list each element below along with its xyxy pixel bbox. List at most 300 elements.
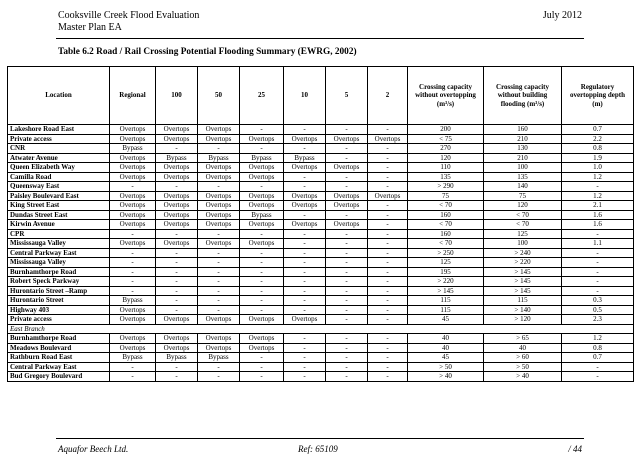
table-cell: Overtops <box>240 191 284 201</box>
table-row <box>8 296 634 306</box>
table-row <box>8 163 634 173</box>
table-row <box>8 258 634 268</box>
table-cell: Overtops <box>110 334 156 344</box>
table-cell: - <box>198 372 240 382</box>
table-cell: 100 <box>484 163 562 173</box>
footer-rule <box>56 438 584 439</box>
table-cell: 115 <box>484 296 562 306</box>
table-cell: - <box>368 277 408 287</box>
table-row <box>8 144 634 154</box>
table-cell: > 145 <box>484 286 562 296</box>
table-cell: 210 <box>484 153 562 163</box>
table-cell: < 70 <box>484 210 562 220</box>
table-cell: Bypass <box>110 144 156 154</box>
table-cell: - <box>156 248 198 258</box>
table-cell: - <box>326 144 368 154</box>
table-row <box>8 315 634 325</box>
table-cell: Bypass <box>110 353 156 363</box>
table-cell: > 40 <box>484 372 562 382</box>
table-cell: - <box>240 267 284 277</box>
header-date: July 2012 <box>542 10 582 21</box>
table-cell: - <box>284 343 326 353</box>
table-row <box>8 286 634 296</box>
table-cell: - <box>284 248 326 258</box>
location-cell: Central Parkway East <box>8 362 110 372</box>
table-cell: Bypass <box>156 153 198 163</box>
table-cell: - <box>326 315 368 325</box>
column-header: Regional <box>110 67 156 125</box>
table-cell: Overtops <box>198 163 240 173</box>
table-cell: - <box>284 210 326 220</box>
table-cell: > 220 <box>484 258 562 268</box>
table-cell: - <box>562 248 634 258</box>
table-row <box>8 182 634 192</box>
table-cell: > 60 <box>484 353 562 363</box>
location-cell: Atwater Avenue <box>8 153 110 163</box>
table-cell: - <box>240 277 284 287</box>
table-cell: 45 <box>408 353 484 363</box>
table-cell: - <box>368 353 408 363</box>
table-row <box>8 343 634 353</box>
table-cell: Bypass <box>110 296 156 306</box>
table-cell: Bypass <box>198 353 240 363</box>
location-cell: Private access <box>8 315 110 325</box>
table-row <box>8 201 634 211</box>
table-cell: Overtops <box>326 134 368 144</box>
table-cell: - <box>326 182 368 192</box>
location-cell: Burnhamthorpe Road <box>8 267 110 277</box>
table-cell: > 65 <box>484 334 562 344</box>
table-cell: 0.3 <box>562 296 634 306</box>
table-cell: Overtops <box>156 125 198 135</box>
location-cell: Burnhamthorpe Road <box>8 334 110 344</box>
table-cell: - <box>240 144 284 154</box>
table-cell: 130 <box>484 144 562 154</box>
table-cell: 210 <box>484 134 562 144</box>
table-cell: > 250 <box>408 248 484 258</box>
column-header: Regulatory overtopping depth (m) <box>562 67 634 125</box>
table-cell: > 290 <box>408 182 484 192</box>
table-cell: - <box>240 229 284 239</box>
table-row <box>8 125 634 135</box>
table-cell: - <box>368 286 408 296</box>
header-subtitle: Master Plan EA <box>58 22 122 33</box>
table-cell: - <box>198 305 240 315</box>
table-row <box>8 239 634 249</box>
table-cell: Overtops <box>240 134 284 144</box>
section-row <box>8 324 634 334</box>
table-cell: Bypass <box>284 153 326 163</box>
table-cell: > 50 <box>484 362 562 372</box>
table-row <box>8 134 634 144</box>
table-cell: - <box>368 229 408 239</box>
footer-reference: Ref: 65109 <box>298 444 338 454</box>
header-row <box>8 67 634 125</box>
table-row <box>8 372 634 382</box>
table-cell: 2.3 <box>562 315 634 325</box>
table-cell: Overtops <box>110 210 156 220</box>
table-cell: - <box>198 182 240 192</box>
table-cell: - <box>284 286 326 296</box>
table-cell: Overtops <box>240 315 284 325</box>
table-cell: 1.6 <box>562 210 634 220</box>
table-row <box>8 277 634 287</box>
table-cell: Overtops <box>156 201 198 211</box>
location-cell: Robert Speck Parkway <box>8 277 110 287</box>
column-header: 5 <box>326 67 368 125</box>
table-cell: Overtops <box>198 172 240 182</box>
footer-company: Aquafor Beech Ltd. <box>58 444 129 454</box>
location-cell: CNR <box>8 144 110 154</box>
header-rule <box>56 38 584 39</box>
table-cell: - <box>284 258 326 268</box>
table-cell: 160 <box>408 210 484 220</box>
table-cell: Overtops <box>156 315 198 325</box>
table-cell: - <box>156 267 198 277</box>
table-cell: Overtops <box>284 163 326 173</box>
table-cell: Overtops <box>284 191 326 201</box>
table-cell: 135 <box>408 172 484 182</box>
table-cell: - <box>368 248 408 258</box>
table-cell: - <box>368 201 408 211</box>
table-cell: - <box>284 362 326 372</box>
table-cell: 2.2 <box>562 134 634 144</box>
table-row <box>8 334 634 344</box>
location-cell: Dundas Street East <box>8 210 110 220</box>
table-cell: Overtops <box>156 220 198 230</box>
table-cell: - <box>110 267 156 277</box>
table-cell: - <box>284 239 326 249</box>
table-cell: - <box>326 172 368 182</box>
table-cell: - <box>198 362 240 372</box>
table-cell: > 40 <box>408 372 484 382</box>
table-cell: - <box>156 229 198 239</box>
table-cell: Overtops <box>240 239 284 249</box>
table-cell: - <box>110 248 156 258</box>
table-cell: Overtops <box>198 315 240 325</box>
table-cell: - <box>326 372 368 382</box>
column-header: Location <box>8 67 110 125</box>
location-cell: Central Parkway East <box>8 248 110 258</box>
table-cell: - <box>198 258 240 268</box>
table-cell: 135 <box>484 172 562 182</box>
location-cell: Hurontario Street <box>8 296 110 306</box>
table-cell: - <box>368 334 408 344</box>
table-cell: Overtops <box>156 239 198 249</box>
column-header: Crossing capacity without overtopping (m³/s) <box>408 67 484 125</box>
table-cell: - <box>326 153 368 163</box>
table-cell: - <box>326 125 368 135</box>
document-header <box>58 10 199 34</box>
table-cell: - <box>156 144 198 154</box>
table-cell: 45 <box>408 315 484 325</box>
table-cell: Overtops <box>240 220 284 230</box>
table-cell: < 70 <box>408 239 484 249</box>
table-cell: 40 <box>484 343 562 353</box>
table-cell: - <box>368 305 408 315</box>
location-cell: Meadows Boulevard <box>8 343 110 353</box>
table-cell: 1.9 <box>562 153 634 163</box>
table-cell: - <box>198 229 240 239</box>
table-cell: - <box>562 362 634 372</box>
table-cell: - <box>562 258 634 268</box>
table-cell: - <box>284 144 326 154</box>
table-row <box>8 353 634 363</box>
table-cell: Overtops <box>156 163 198 173</box>
table-cell: - <box>284 372 326 382</box>
table-cell: - <box>562 277 634 287</box>
table-cell: - <box>198 296 240 306</box>
table-cell: - <box>326 362 368 372</box>
table-cell: - <box>110 182 156 192</box>
table-cell: - <box>156 296 198 306</box>
flooding-summary-table <box>7 66 634 382</box>
table-cell: - <box>368 267 408 277</box>
table-cell: Overtops <box>198 334 240 344</box>
table-cell: Overtops <box>156 191 198 201</box>
table-cell: - <box>284 229 326 239</box>
table-cell: - <box>368 372 408 382</box>
table-cell: - <box>368 296 408 306</box>
table-cell: - <box>368 343 408 353</box>
table-cell: Bypass <box>198 153 240 163</box>
location-cell: Hurontario Street –Ramp <box>8 286 110 296</box>
table-cell: - <box>368 182 408 192</box>
location-cell: Queen Elizabeth Way <box>8 163 110 173</box>
table-cell: - <box>326 229 368 239</box>
table-cell: 195 <box>408 267 484 277</box>
table-cell: Overtops <box>284 201 326 211</box>
table-cell: Overtops <box>110 305 156 315</box>
table-cell: 125 <box>484 229 562 239</box>
table-cell: Overtops <box>198 239 240 249</box>
location-cell: Kirwin Avenue <box>8 220 110 230</box>
location-cell: Rathburn Road East <box>8 353 110 363</box>
table-cell: Overtops <box>198 134 240 144</box>
table-cell: - <box>198 267 240 277</box>
table-cell: 1.0 <box>562 163 634 173</box>
table-cell: - <box>110 258 156 268</box>
table-cell: 0.8 <box>562 343 634 353</box>
table-cell: > 50 <box>408 362 484 372</box>
table-cell: - <box>240 182 284 192</box>
table-cell: 160 <box>484 125 562 135</box>
table-cell: Overtops <box>156 343 198 353</box>
location-cell: King Street East <box>8 201 110 211</box>
table-cell: - <box>156 182 198 192</box>
table-cell: 125 <box>408 258 484 268</box>
table-cell: < 70 <box>408 201 484 211</box>
table-cell: - <box>284 172 326 182</box>
table-cell: - <box>368 239 408 249</box>
table-cell: > 145 <box>408 286 484 296</box>
table-cell: 75 <box>484 191 562 201</box>
table-cell: - <box>326 267 368 277</box>
table-cell: Overtops <box>326 220 368 230</box>
table-cell: - <box>326 248 368 258</box>
table-cell: 0.5 <box>562 305 634 315</box>
table-cell: - <box>240 248 284 258</box>
location-cell: Highway 403 <box>8 305 110 315</box>
table-cell: Overtops <box>110 134 156 144</box>
table-cell: 2.1 <box>562 201 634 211</box>
table-row <box>8 172 634 182</box>
table-cell: Bypass <box>240 153 284 163</box>
table-body <box>8 125 634 382</box>
table-row <box>8 191 634 201</box>
table-cell: - <box>562 286 634 296</box>
table-cell: > 120 <box>484 315 562 325</box>
table-cell: - <box>326 353 368 363</box>
table-cell: - <box>284 334 326 344</box>
table-cell: Overtops <box>198 210 240 220</box>
table-cell: - <box>284 353 326 363</box>
table-cell: - <box>110 277 156 287</box>
table-cell: 115 <box>408 305 484 315</box>
table-cell: Overtops <box>156 134 198 144</box>
column-header: 10 <box>284 67 326 125</box>
table-cell: - <box>368 258 408 268</box>
column-header: 2 <box>368 67 408 125</box>
table-cell: 0.7 <box>562 125 634 135</box>
table-cell: - <box>156 305 198 315</box>
section-label: East Branch <box>8 324 634 334</box>
table-cell: - <box>198 286 240 296</box>
table-row <box>8 305 634 315</box>
table-cell: > 145 <box>484 267 562 277</box>
table-cell: - <box>156 258 198 268</box>
table-cell: 1.2 <box>562 172 634 182</box>
table-cell: - <box>240 125 284 135</box>
table-cell: 115 <box>408 296 484 306</box>
table-cell: - <box>198 248 240 258</box>
table-cell: Overtops <box>198 220 240 230</box>
table-cell: - <box>326 286 368 296</box>
table-cell: - <box>326 210 368 220</box>
location-cell: Mississauga Valley <box>8 239 110 249</box>
table-cell: - <box>562 267 634 277</box>
table-cell: - <box>326 305 368 315</box>
location-cell: Mississauga Valley <box>8 258 110 268</box>
table-cell: > 220 <box>408 277 484 287</box>
table-row <box>8 362 634 372</box>
table-cell: - <box>110 372 156 382</box>
table-cell: Overtops <box>156 210 198 220</box>
table-cell: - <box>326 296 368 306</box>
column-header: 50 <box>198 67 240 125</box>
table-cell: Overtops <box>240 343 284 353</box>
table-cell: - <box>368 125 408 135</box>
table-cell: < 70 <box>484 220 562 230</box>
table-cell: - <box>110 286 156 296</box>
table-cell: Bypass <box>240 210 284 220</box>
table-cell: 140 <box>484 182 562 192</box>
table-cell: - <box>284 305 326 315</box>
table-cell: Overtops <box>326 191 368 201</box>
table-cell: Overtops <box>284 220 326 230</box>
table-caption: Table 6.2 Road / Rail Crossing Potential Flooding Summary (EWRG, 2002) <box>58 47 357 57</box>
table-cell: - <box>368 362 408 372</box>
location-cell: Queensway East <box>8 182 110 192</box>
footer-page: / 44 <box>568 444 582 454</box>
table-cell: 1.6 <box>562 220 634 230</box>
table-cell: - <box>562 229 634 239</box>
table-cell: - <box>156 277 198 287</box>
table-cell: Overtops <box>240 334 284 344</box>
table-cell: Overtops <box>240 201 284 211</box>
table-cell: 40 <box>408 334 484 344</box>
header-title: Cooksville Creek Flood Evaluation <box>58 10 200 21</box>
table-cell: - <box>326 258 368 268</box>
table-cell: 270 <box>408 144 484 154</box>
table-cell: Overtops <box>240 163 284 173</box>
table-cell: - <box>110 362 156 372</box>
table-cell: 0.8 <box>562 144 634 154</box>
table-cell: Overtops <box>110 191 156 201</box>
table-cell: Overtops <box>110 153 156 163</box>
table-cell: < 70 <box>408 220 484 230</box>
table-cell: - <box>326 343 368 353</box>
table-cell: Overtops <box>240 172 284 182</box>
table-cell: - <box>156 362 198 372</box>
table-cell: - <box>368 210 408 220</box>
table-cell: - <box>368 220 408 230</box>
table-cell: - <box>368 315 408 325</box>
table-cell: Overtops <box>368 134 408 144</box>
table-cell: - <box>284 125 326 135</box>
table-cell: - <box>284 277 326 287</box>
table-cell: 1.2 <box>562 334 634 344</box>
table-cell: 110 <box>408 163 484 173</box>
table-cell: Overtops <box>156 172 198 182</box>
location-cell: Paisley Boulevard East <box>8 191 110 201</box>
table-cell: - <box>240 362 284 372</box>
table-cell: Overtops <box>198 343 240 353</box>
table-row <box>8 153 634 163</box>
table-cell: 75 <box>408 191 484 201</box>
table-cell: 1.1 <box>562 239 634 249</box>
table-cell: - <box>198 277 240 287</box>
table-cell: Overtops <box>326 163 368 173</box>
table-cell: 120 <box>484 201 562 211</box>
table-cell: - <box>368 172 408 182</box>
location-cell: Private access <box>8 134 110 144</box>
table-cell: 40 <box>408 343 484 353</box>
table-cell: - <box>368 153 408 163</box>
table-cell: 120 <box>408 153 484 163</box>
table-cell: 160 <box>408 229 484 239</box>
table-cell: - <box>284 267 326 277</box>
table-cell: 200 <box>408 125 484 135</box>
table-cell: Overtops <box>326 201 368 211</box>
table-cell: > 145 <box>484 277 562 287</box>
table-row <box>8 248 634 258</box>
table-cell: Overtops <box>110 220 156 230</box>
table-cell: - <box>326 239 368 249</box>
table-cell: Overtops <box>110 201 156 211</box>
table-cell: Bypass <box>156 353 198 363</box>
table-cell: - <box>240 353 284 363</box>
column-header: Crossing capacity without building flooding (m³/s) <box>484 67 562 125</box>
table-cell: - <box>240 296 284 306</box>
table-cell: - <box>326 334 368 344</box>
table-cell: - <box>368 163 408 173</box>
location-cell: Bud Gregory Boulevard <box>8 372 110 382</box>
table-row <box>8 220 634 230</box>
table-cell: 1.2 <box>562 191 634 201</box>
table-cell: Overtops <box>198 191 240 201</box>
table-cell: - <box>284 182 326 192</box>
